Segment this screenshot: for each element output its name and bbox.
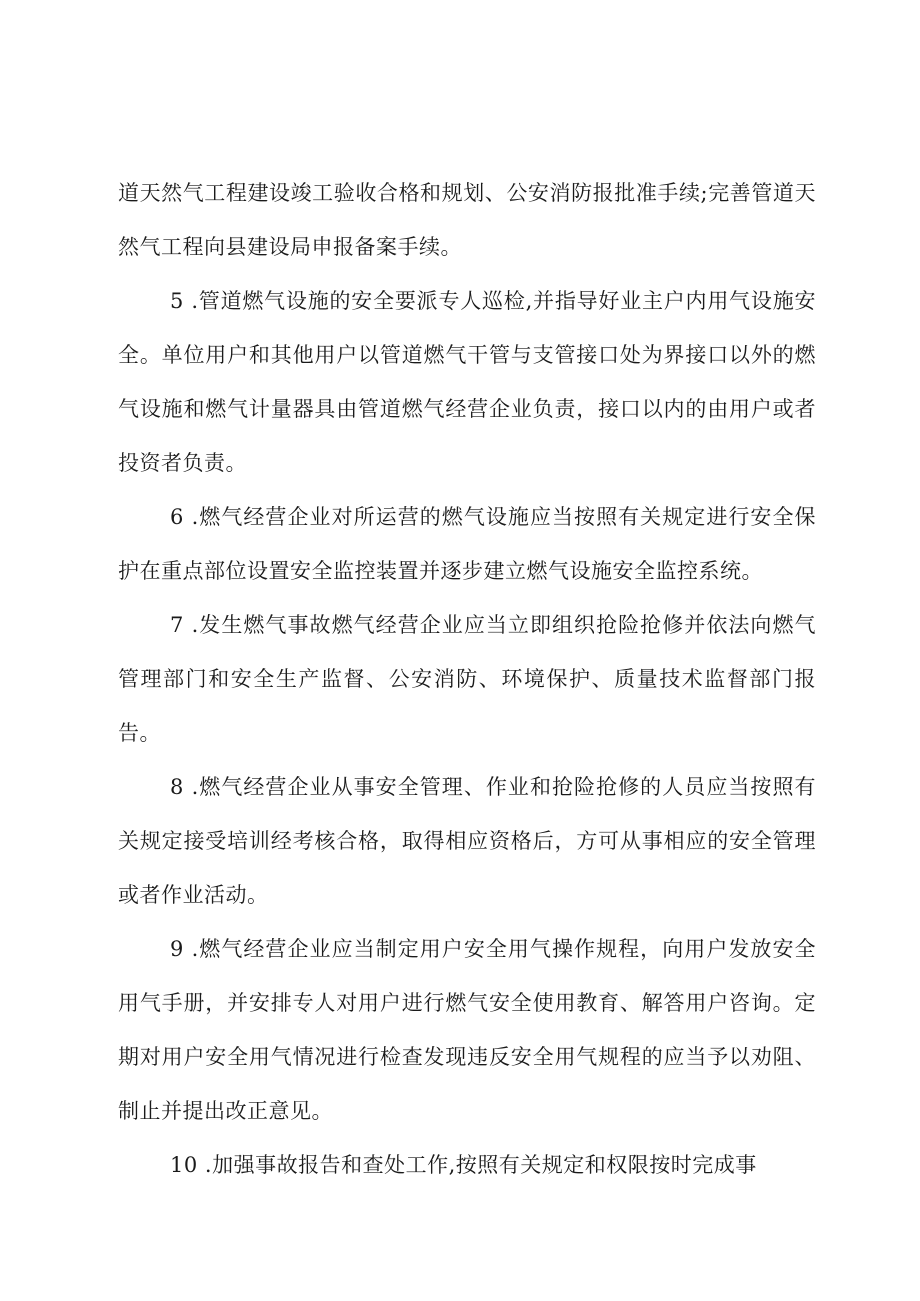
paragraph-item-10: 10 .加强事故报告和查处工作,按照有关规定和权限按时完成事	[170, 1153, 757, 1177]
paragraph-continuation: 道天然气工程建设竣工验收合格和规划、公安消防报批准手续;完善管道天然气工程向县建设局申报备案手续。	[118, 181, 816, 259]
document-body	[118, 166, 816, 1192]
paragraph-item-9: 9 .燃气经营企业应当制定用户安全用气操作规程，向用户发放安全用气手册，并安排专人对用户进行燃气安全使用教育、解答用户咨询。定期对用户安全用气情况进行检查发现违反安全用气规程的应当予以劝阻、制止并提出改正意见。	[118, 937, 816, 1123]
paragraph-item-6: 6 .燃气经营企业对所运营的燃气设施应当按照有关规定进行安全保护在重点部位设置安全监控装置并逐步建立燃气设施安全监控系统。	[118, 505, 816, 583]
paragraph-item-8: 8 .燃气经营企业从事安全管理、作业和抢险抢修的人员应当按照有关规定接受培训经考核合格，取得相应资格后，方可从事相应的安全管理或者作业活动。	[118, 775, 816, 907]
paragraph-item-5: 5 .管道燃气设施的安全要派专人巡检,并指导好业主户内用气设施安全。单位用户和其他用户以管道燃气干管与支管接口处为界接口以外的燃气设施和燃气计量器具由管道燃气经营企业负责，接口以内的由用户或者投资者负责。	[118, 289, 816, 475]
paragraph-item-7: 7 .发生燃气事故燃气经营企业应当立即组织抢险抢修并依法向燃气管理部门和安全生产监督、公安消防、环境保护、质量技术监督部门报告。	[118, 613, 816, 745]
